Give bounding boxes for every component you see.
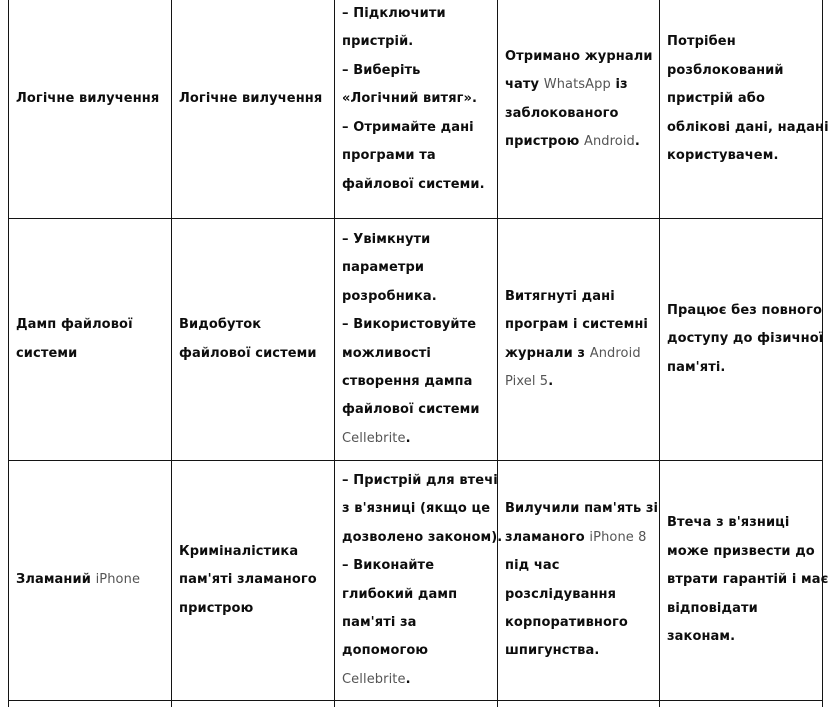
cell-line	[342, 114, 485, 142]
cell-segment: – Використовуйте	[342, 317, 477, 333]
cell-segment: глибокий дамп	[342, 586, 458, 602]
cell-line	[505, 552, 658, 580]
cell-line	[505, 495, 658, 523]
cell-segment: може призвести до	[667, 543, 815, 559]
product-name: Cellebrite	[342, 430, 406, 446]
cell-segment: – Пристрій для втечі	[342, 472, 498, 488]
cell-line	[342, 396, 480, 424]
cell-line	[342, 637, 502, 665]
cell-line	[667, 566, 828, 594]
cell-line	[342, 467, 502, 495]
cell-segment: програм і системні	[505, 317, 648, 333]
cell-segment: заблокованого	[505, 105, 619, 121]
cell-text	[16, 566, 140, 594]
cell-segment: із	[610, 77, 628, 93]
cell-line	[342, 171, 485, 199]
table-cell-jailbroken-iphone-technique	[172, 461, 334, 700]
cell-line	[505, 71, 653, 99]
cell-line	[667, 114, 829, 142]
cell-segment: .	[634, 133, 640, 149]
cell-text	[667, 28, 829, 170]
cell-line	[667, 509, 828, 537]
cell-line	[342, 0, 485, 28]
cell-line	[342, 552, 502, 580]
cell-line	[342, 495, 502, 523]
cell-line	[342, 254, 480, 282]
cell-line	[342, 226, 480, 254]
table-row-border	[8, 700, 822, 701]
cell-text	[179, 311, 317, 368]
table-cell-jailbroken-iphone-method	[9, 461, 171, 700]
cell-segment: Криміналістика	[179, 543, 299, 559]
product-name: iPhone	[95, 572, 141, 588]
cell-segment: можливості	[342, 345, 431, 361]
cell-text	[342, 467, 502, 694]
cell-segment: – Виконайте	[342, 558, 435, 574]
cell-segment: файлової системи	[342, 402, 480, 418]
cell-line	[667, 623, 828, 651]
table-cell-jailbroken-iphone-steps	[335, 461, 503, 700]
product-name: Android	[589, 345, 641, 361]
cell-segment: .	[548, 373, 554, 389]
cell-line	[16, 566, 140, 594]
cell-segment: програми та	[342, 148, 436, 164]
cell-line	[342, 28, 485, 56]
cell-line	[342, 142, 485, 170]
cell-line	[342, 524, 502, 552]
product-name: WhatsApp	[543, 77, 611, 93]
cell-segment: – Увімкнути	[342, 231, 431, 247]
table-cell-filesystem-dump-notes	[660, 219, 822, 460]
cell-segment: законам.	[667, 629, 736, 645]
cell-segment: Дамп файлової	[16, 317, 133, 333]
cell-segment: Потрібен	[667, 34, 736, 50]
cell-line	[667, 325, 823, 353]
cell-segment: дозволено законом).	[342, 529, 503, 545]
table-cell-logical-technique	[172, 0, 334, 218]
table-cell-jailbroken-iphone-example	[498, 461, 659, 700]
cell-line	[505, 340, 648, 368]
cell-segment: системи	[16, 345, 78, 361]
cell-segment: облікові дані, надані	[667, 119, 829, 135]
cell-line	[505, 524, 658, 552]
cell-segment: Отримано журнали	[505, 48, 653, 64]
cell-line	[342, 340, 480, 368]
cell-line	[179, 538, 317, 566]
cell-segment: .	[405, 430, 411, 446]
cell-line	[505, 368, 648, 396]
product-name: Android	[583, 133, 635, 149]
cell-segment: – Виберіть	[342, 62, 421, 78]
cell-segment: Видобуток	[179, 317, 262, 333]
table-cell-logical-steps	[335, 0, 497, 218]
cell-line	[342, 85, 485, 113]
product-name: Cellebrite	[342, 671, 406, 687]
cell-segment: створення дампа	[342, 373, 473, 389]
cell-segment: Зламаний	[16, 572, 96, 588]
product-name: iPhone 8	[589, 529, 647, 545]
cell-text	[179, 538, 317, 623]
cell-segment: розробника.	[342, 288, 437, 304]
cell-line	[342, 609, 502, 637]
table-cell-jailbroken-iphone-notes	[660, 461, 829, 700]
cell-line	[667, 354, 823, 382]
cell-text	[505, 495, 658, 665]
cell-line	[16, 311, 133, 339]
cell-line	[667, 595, 828, 623]
cell-segment: Втеча з в'язниці	[667, 515, 790, 531]
cell-segment: відповідати	[667, 600, 758, 616]
cell-segment: параметри	[342, 260, 425, 276]
cell-text	[505, 43, 653, 157]
table-cell-filesystem-dump-steps	[335, 219, 497, 460]
cell-line	[505, 128, 653, 156]
cell-line	[667, 538, 828, 566]
table-cell-logical-example	[498, 0, 659, 218]
cell-text	[16, 311, 133, 368]
cell-line	[505, 283, 648, 311]
cell-segment: розслідування	[505, 586, 617, 602]
cell-segment: пам'яті.	[667, 359, 726, 375]
cell-line	[667, 57, 829, 85]
cell-line	[342, 57, 485, 85]
cell-text	[179, 85, 322, 113]
cell-line	[179, 595, 317, 623]
table-cell-logical-method	[9, 0, 171, 218]
cell-segment: пристрій або	[667, 91, 766, 107]
cell-segment: шпигунства.	[505, 643, 600, 659]
cell-line	[505, 609, 658, 637]
cell-line	[342, 283, 480, 311]
cell-segment: пристрою	[505, 133, 584, 149]
cell-segment: журнали з	[505, 345, 590, 361]
cell-line	[16, 85, 159, 113]
cell-line	[342, 581, 502, 609]
table-cell-filesystem-dump-technique	[172, 219, 334, 460]
table-cell-logical-notes	[660, 0, 829, 218]
cell-segment: пам'яті за	[342, 614, 417, 630]
cell-line	[505, 43, 653, 71]
cell-segment: користувачем.	[667, 148, 779, 164]
cell-segment: розблокований	[667, 62, 784, 78]
table-cell-filesystem-dump-method	[9, 219, 171, 460]
cell-line	[505, 311, 648, 339]
cell-segment: пам'яті зламаного	[179, 572, 317, 588]
cell-segment: Вилучили пам'ять зі	[505, 501, 659, 517]
cell-segment: – Підключити	[342, 6, 446, 22]
cell-line	[179, 85, 322, 113]
cell-segment: пристрою	[179, 600, 254, 616]
cell-segment: корпоративного	[505, 614, 628, 630]
cell-line	[342, 666, 502, 694]
cell-segment: Працює без повного	[667, 302, 823, 318]
cell-text	[667, 509, 828, 651]
cell-line	[505, 581, 658, 609]
cell-line	[505, 637, 658, 665]
cell-segment: зламаного	[505, 529, 590, 545]
cell-line	[667, 28, 829, 56]
cell-line	[342, 368, 480, 396]
cell-text	[505, 283, 648, 397]
cell-segment: пристрій.	[342, 34, 414, 50]
cell-line	[667, 297, 823, 325]
cell-line	[342, 311, 480, 339]
cell-line	[179, 340, 317, 368]
cell-text	[342, 226, 480, 453]
cell-text	[667, 297, 823, 382]
cell-line	[179, 311, 317, 339]
cell-segment: Логічне вилучення	[16, 91, 160, 107]
cell-text	[16, 85, 159, 113]
product-name: Pixel 5	[505, 373, 549, 389]
cell-segment: .	[405, 671, 411, 687]
cell-line	[16, 340, 133, 368]
cell-segment: допомогою	[342, 643, 429, 659]
cell-segment: – Отримайте дані	[342, 119, 474, 135]
cell-text	[342, 0, 485, 199]
cell-segment: Логічне вилучення	[179, 91, 323, 107]
cell-line	[179, 566, 317, 594]
cell-segment: доступу до фізичної	[667, 331, 824, 347]
table-cell-filesystem-dump-example	[498, 219, 659, 460]
cell-line	[667, 142, 829, 170]
cell-segment: Витягнуті дані	[505, 288, 615, 304]
cell-segment: втрати гарантій і має	[667, 572, 829, 588]
cell-line	[667, 85, 829, 113]
cell-segment: під час	[505, 558, 560, 574]
cell-line	[505, 100, 653, 128]
cell-segment: чату	[505, 77, 544, 93]
cell-segment: файлової системи	[179, 345, 317, 361]
cell-segment: «Логічний витяг».	[342, 91, 478, 107]
cell-segment: з в'язниці (якщо це	[342, 501, 491, 517]
cell-line	[342, 425, 480, 453]
cell-segment: файлової системи.	[342, 176, 485, 192]
